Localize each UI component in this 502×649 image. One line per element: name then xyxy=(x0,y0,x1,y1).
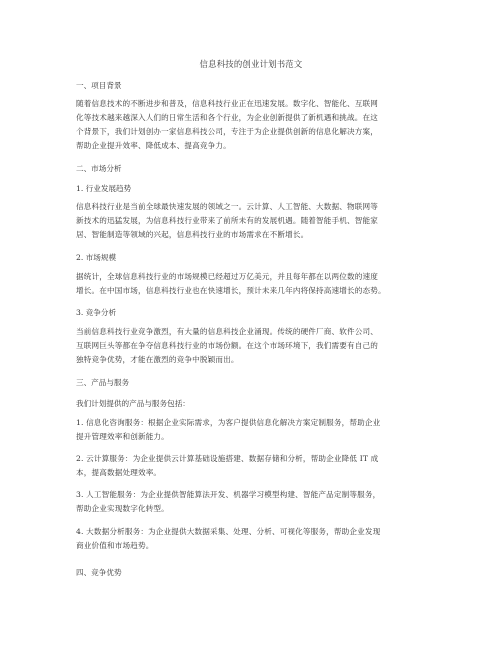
list-item xyxy=(76,488,436,516)
text-line: 当前信息科技行业竞争激烈，有大量的信息科技企业涌现。传统的硬件厂商、软件公司、 xyxy=(76,327,379,336)
section-heading-advantages: 四、竞争优势 xyxy=(76,568,122,577)
text-line: 互联网巨头等都在争夺信息科技行业的市场份额。在这个市场环境下，我们需要有自己的 xyxy=(76,341,379,350)
text-line: 2. 云计算服务：为企业提供云计算基础设施搭建、数据存储和分析，帮助企业降低 IT 成 xyxy=(76,454,379,463)
list-item xyxy=(76,416,436,444)
text-line: 个背景下，我们计划创办一家信息科技公司，专注于为企业提供创新的信息化解决方案， xyxy=(76,127,379,136)
list-item xyxy=(76,452,436,480)
text-line: 1. 信息化咨询服务：根据企业实际需求，为客户提供信息化解决方案定制服务，帮助企业 xyxy=(76,418,381,427)
text-line: 增长。在中国市场，信息科技行业也在快速增长，预计未来几年内将保持高速增长的态势。 xyxy=(76,286,386,295)
text-line: 居、智能制造等领域的兴起，信息科技行业的市场需求在不断增长。 xyxy=(76,230,309,239)
text-line: 化等技术越来越深入人们的日常生活和各个行业，为企业创新提供了新机遇和挑战。在这 xyxy=(76,113,379,122)
list-item xyxy=(76,525,436,553)
text-line: 新技术的迅猛发展，为信息科技行业带来了前所未有的发展机遇。随着智能手机、智能家 xyxy=(76,216,379,225)
section-heading-market: 二、市场分析 xyxy=(76,164,122,173)
subheading-trend: 1. 行业发展趋势 xyxy=(76,184,132,193)
text-line: 据统计，全球信息科技行业的市场规模已经超过万亿美元，并且每年都在以两位数的速度 xyxy=(76,272,379,281)
text-line: 帮助企业实现数字化转型。 xyxy=(76,504,169,513)
paragraph-scale xyxy=(76,270,436,298)
paragraph-products-intro: 我们计划提供的产品与服务包括： xyxy=(76,399,190,408)
paragraph-competition xyxy=(76,325,436,367)
text-line: 独特竞争优势，才能在激烈的竞争中脱颖而出。 xyxy=(76,355,239,364)
text-line: 3. 人工智能服务：为企业提供智能算法开发、机器学习模型构建、智能产品定制等服务， xyxy=(76,490,381,499)
subheading-scale: 2. 市场规模 xyxy=(76,253,117,262)
text-line: 帮助企业提升效率、降低成本、提高竞争力。 xyxy=(76,141,231,150)
text-line: 信息科技行业是当前全球最快速发展的领域之一。云计算、人工智能、大数据、物联网等 xyxy=(76,202,379,211)
section-heading-background: 一、项目背景 xyxy=(76,81,122,90)
text-line: 本，提高数据处理效率。 xyxy=(76,468,162,477)
text-line: 4. 大数据分析服务：为企业提供大数据采集、处理、分析、可视化等服务，帮助企业发现 xyxy=(76,527,381,536)
paragraph-trend xyxy=(76,200,436,242)
text-line: 提升管理效率和创新能力。 xyxy=(76,432,169,441)
section-heading-products: 三、产品与服务 xyxy=(76,378,130,387)
text-line: 商业价值和市场趋势。 xyxy=(76,541,154,550)
document-title: 信息科技的创业计划书范文 xyxy=(199,59,303,69)
paragraph-background xyxy=(76,97,436,153)
text-line: 随着信息技术的不断进步和普及，信息科技行业正在迅速发展。数字化、智能化、互联网 xyxy=(76,99,379,108)
subheading-competition: 3. 竞争分析 xyxy=(76,308,117,317)
